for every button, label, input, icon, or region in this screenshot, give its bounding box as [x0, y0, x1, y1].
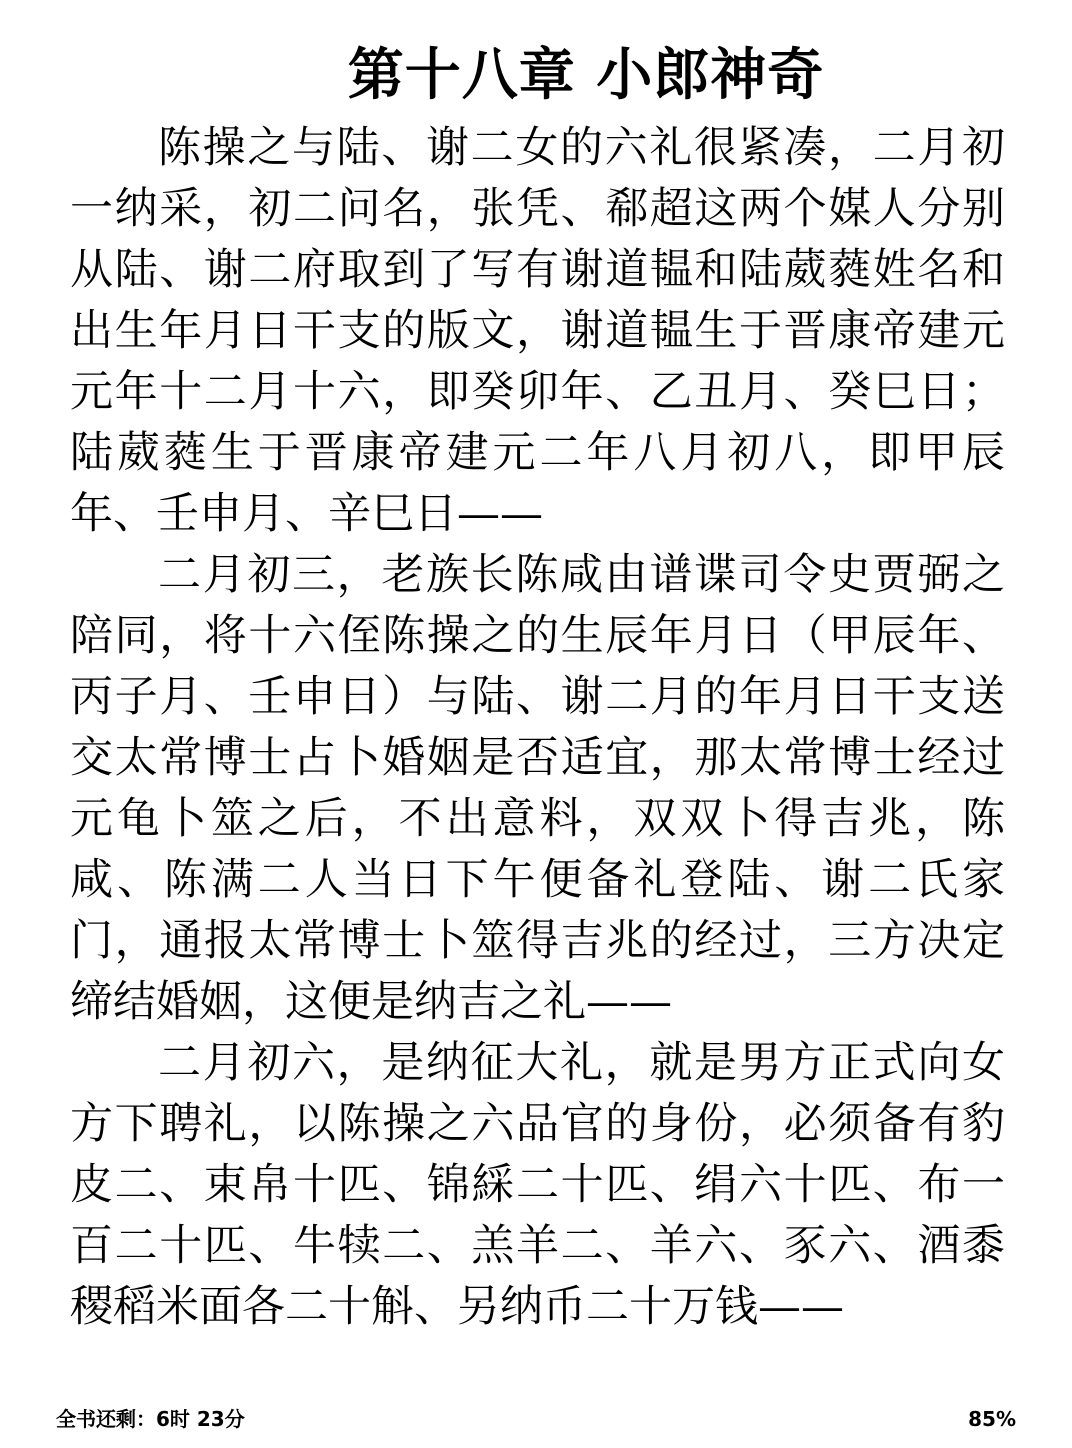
text-line: 二月初三，老族长陈咸由谱谍司令史贾弼之	[158, 550, 1005, 600]
text-line: 二月初六，是纳征大礼，就是男方正式向女	[158, 1038, 1005, 1088]
text-line: 陪同，将十六侄陈操之的生辰年月日（甲辰年、	[70, 611, 1005, 661]
text-line: 陈操之与陆、谢二女的六礼很紧凑，二月初	[158, 123, 1005, 173]
text-line: 元龟卜筮之后，不出意料，双双卜得吉兆，陈	[70, 794, 1005, 844]
text-line: 皮二、束帛十匹、锦綵二十匹、绢六十匹、布一	[70, 1160, 1005, 1210]
reader-status-bar	[56, 1404, 1016, 1434]
paragraph	[70, 545, 1005, 1033]
text-line: 交太常博士占卜婚姻是否适宜，那太常博士经过	[70, 733, 1005, 783]
text-line: 稷稻米面各二十斛、另纳币二十万钱——	[70, 1282, 844, 1332]
text-line: 咸、陈满二人当日下午便备礼登陆、谢二氏家	[70, 855, 1005, 905]
text-line: 从陆、谢二府取到了写有谢道韫和陆葳蕤姓名和	[70, 245, 1005, 295]
paragraph	[70, 1033, 1005, 1338]
chapter-body	[70, 118, 1005, 1338]
text-line: 元年十二月十六，即癸卯年、乙丑月、癸巳日；	[70, 367, 1005, 417]
text-line: 丙子月、壬申日）与陆、谢二月的年月日干支送	[70, 672, 1005, 722]
paragraph	[70, 118, 1005, 545]
text-line: 出生年月日干支的版文，谢道韫生于晋康帝建元	[70, 306, 1005, 356]
text-line: 一纳采，初二问名，张凭、郗超这两个媒人分别	[70, 184, 1005, 234]
text-line: 门，通报太常博士卜筮得吉兆的经过，三方决定	[70, 916, 1005, 966]
text-line: 年、壬申月、辛巳日——	[70, 489, 543, 539]
text-line: 陆葳蕤生于晋康帝建元二年八月初八，即甲辰	[70, 428, 1005, 478]
text-line: 缔结婚姻，这便是纳吉之礼——	[70, 977, 672, 1027]
time-remaining: 全书还剩：6时 23分	[56, 1407, 245, 1431]
text-line: 方下聘礼，以陈操之六品官的身份，必须备有豹	[70, 1099, 1005, 1149]
chapter-title: 第十八章 小郎神奇	[347, 43, 825, 108]
text-line: 百二十匹、牛犊二、羔羊二、羊六、豕六、酒黍	[70, 1221, 1005, 1271]
progress-percent: 85%	[968, 1407, 1016, 1431]
